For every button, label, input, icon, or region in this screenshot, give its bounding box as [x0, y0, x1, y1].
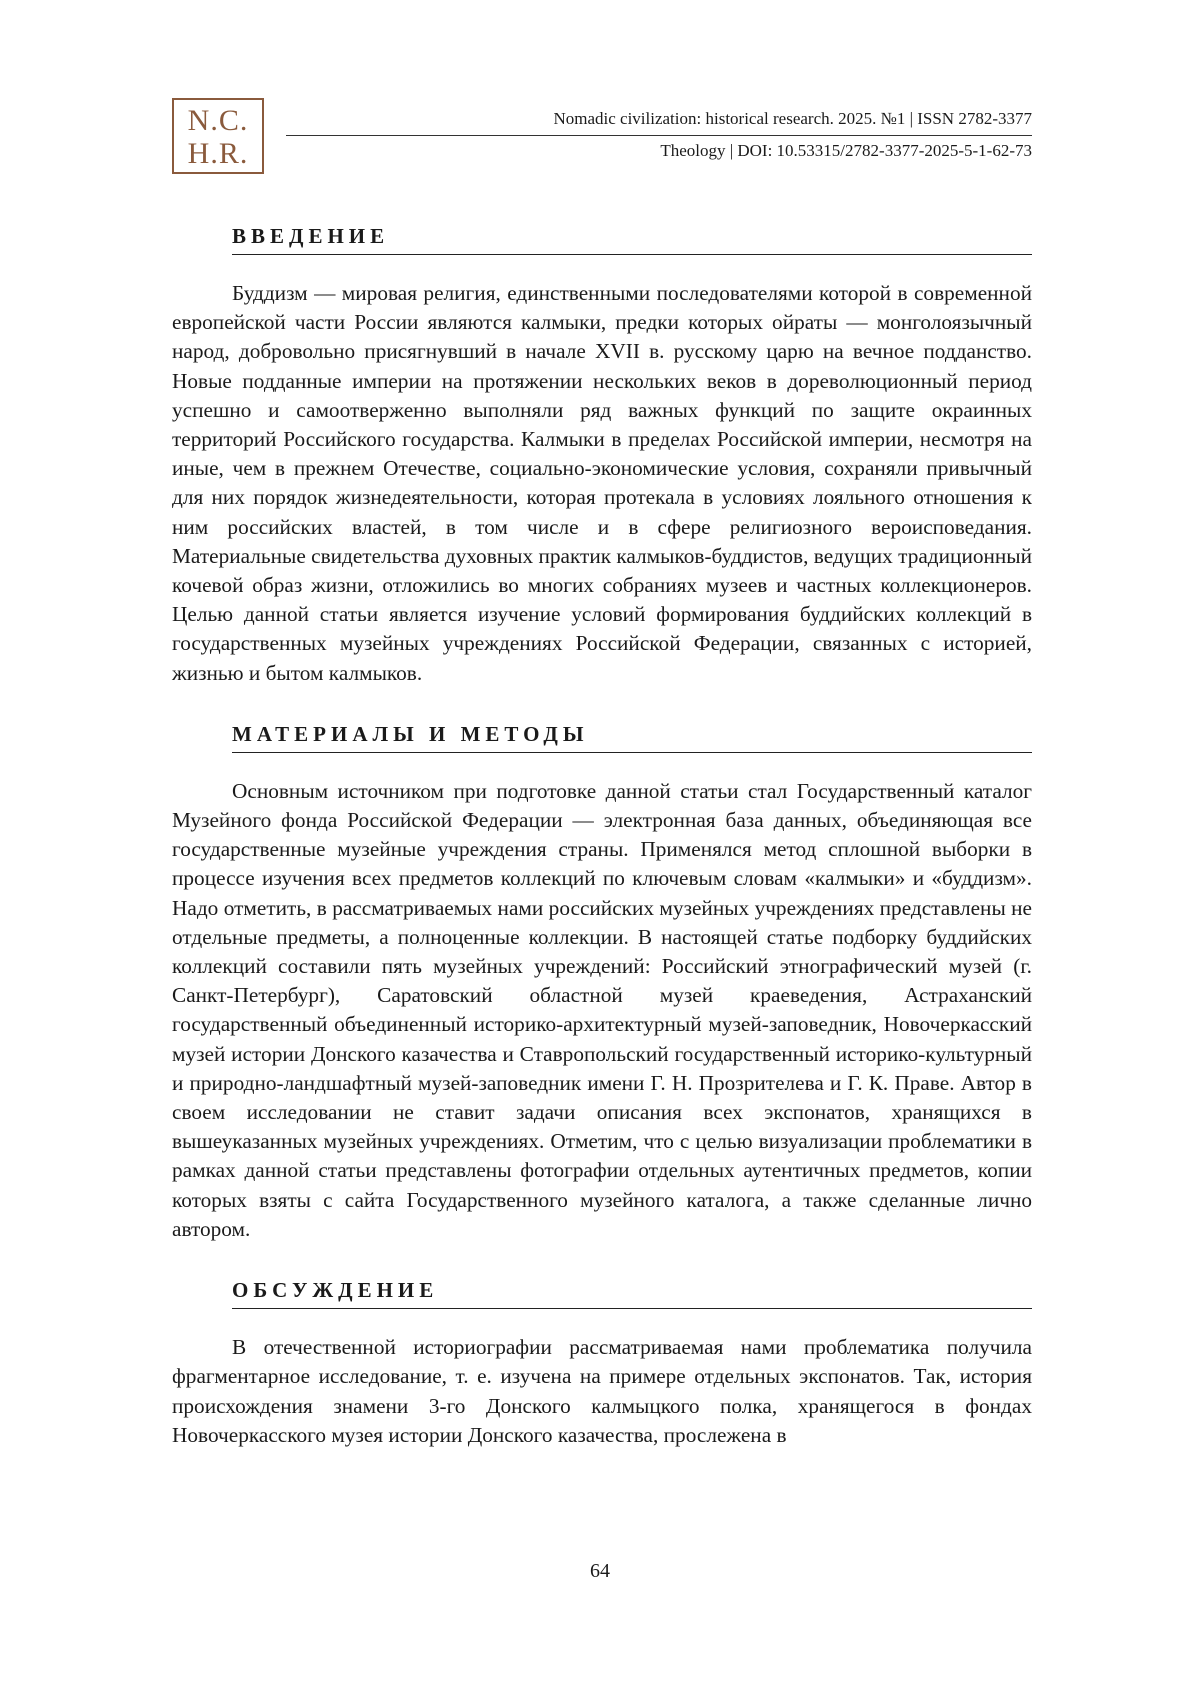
materials-methods-paragraph: Основным источником при подготовке данной статьи стал Государственный каталог Музейного фонда Российской Федерации — электронная база данных, объединяющая все государственные музейные учреждения страны. Применялся метод сплошной выборки в процессе изучения всех предметов коллекций по ключевым словам «калмыки» и «буддизм». Надо отметить, в рассматриваемых нами российских музейных учреждениях представлены не отдельные предметы, а полноценные коллекции. В настоящей статье подборку буддийских коллекций составили пять музейных учреждений: Российский этнографический музей (г. Санкт-Петербург), Саратовский областной музей краеведения, Астраханский государственный объединенный историко-архитектурный музей-заповедник, Новочеркасский музей истории Донского казачества и Ставропольский государственный историко-культурный и природно-ландшафтный музей-заповедник имени Г. Н. Прозрителева и Г. К. Праве. Автор в своем исследовании не ставит задачи описания всех экспонатов, хранящихся в вышеуказанных музейных учреждениях. Отметим, что с целью визуализации проблематики в рамках данной статьи представлены фотографии отдельных аутентичных предметов, копии которых взяты с сайта Государственного музейного каталога, а также сделанные лично автором. — [172, 778, 1032, 1241]
discussion-paragraph: В отечественной историографии рассматриваемая нами проблематика получила фрагментарное исследование, т. е. изучена на примере отдельных экспонатов. Так, история происхождения знамени 3-го Донского калмыцкого полка, хранящегося в фондах Новочеркасского музея истории Донского казачества, прослежена в — [172, 1335, 1032, 1447]
section-heading-materials-methods: МАТЕРИАЛЫ И МЕТОДЫ — [232, 720, 1032, 753]
journal-citation-line: Nomadic civilization: historical research. 2025. №1 | ISSN 2782-3377 — [553, 109, 1032, 128]
section-heading-introduction: ВВЕДЕНИЕ — [232, 222, 1032, 255]
page-number: 64 — [590, 1560, 610, 1582]
article-body — [172, 222, 1032, 1450]
logo-line-1: N.C. — [187, 104, 249, 137]
header-divider — [286, 135, 1032, 136]
section-heading-discussion: ОБСУЖДЕНИЕ — [232, 1276, 1032, 1309]
introduction-paragraph: Буддизм — мировая религия, единственными последователями которой в современной европейской части России являются калмыки, предки которых ойраты — монголоязычный народ, добровольно присягнувший в начале XVII в. русскому царю на вечное подданство. Новые подданные империи на протяжении нескольких веков в дореволюционный период успешно и самоотверженно выполняли ряд важных функций по защите окраинных территорий Российского государства. Калмыки в пределах Российской империи, несмотря на иные, чем в прежнем Отечестве, социально-экономические условия, сохраняли привычный для них порядок жизнедеятельности, которая протекала в условиях лояльного отношения к ним российских властей, в том числе и в сфере религиозного вероисповедания. Материальные свидетельства духовных практик калмыков-буддистов, ведущих традиционный кочевой образ жизни, отложились во многих собраниях музеев и частных коллекционеров. Целью данной статьи является изучение условий формирования буддийских коллекций в государственных музейных учреждениях Российской Федерации, связанных с историей, жизнью и бытом калмыков. — [172, 281, 1032, 685]
logo-line-2: H.R. — [187, 137, 249, 170]
journal-logo — [172, 98, 264, 174]
doi-line: Theology | DOI: 10.53315/2782-3377-2025-5-1-62-73 — [660, 141, 1032, 160]
